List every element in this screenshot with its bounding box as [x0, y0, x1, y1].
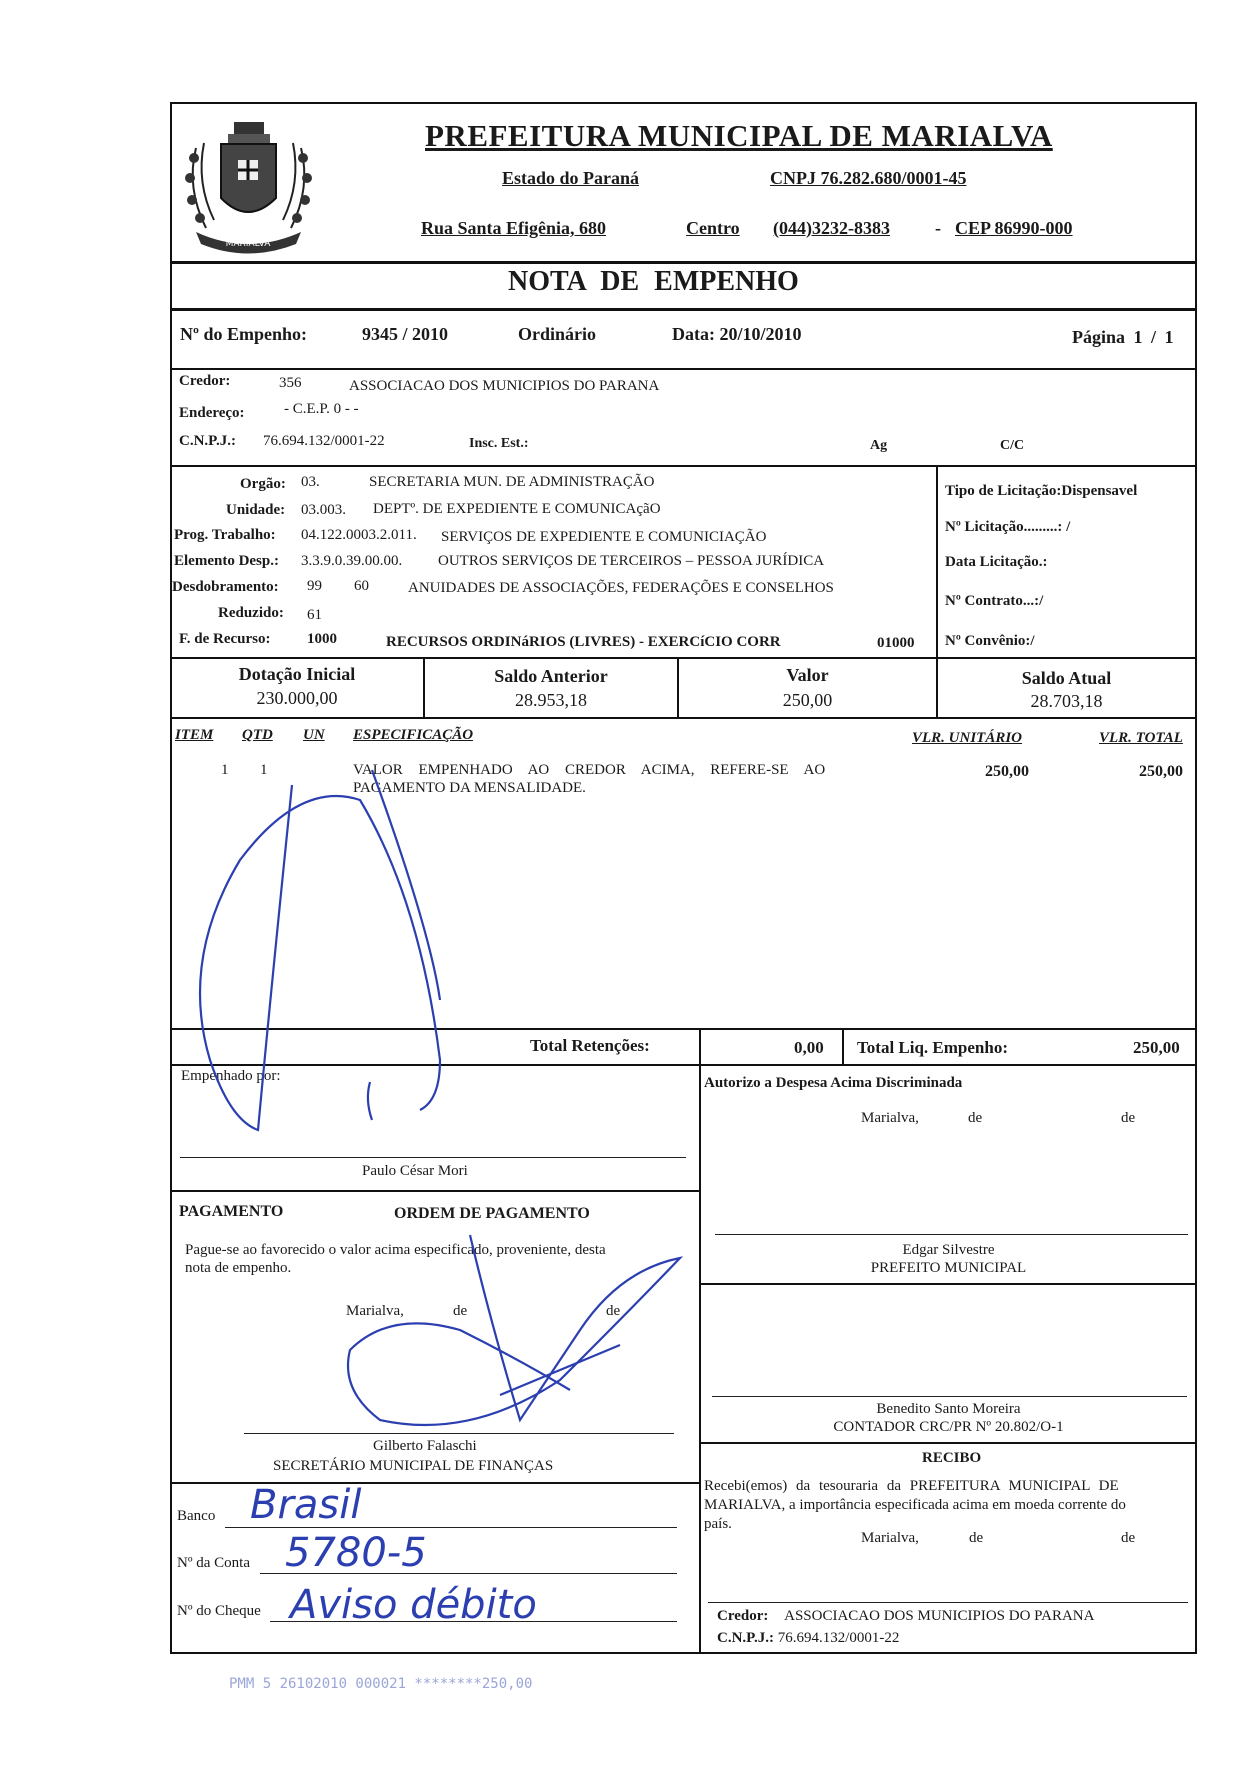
desdobramento-b: 60 [354, 578, 369, 594]
crest-ribbon-text: MARIALVA [225, 239, 271, 249]
item-spec-line1: VALOR EMPENHADO AO CREDOR ACIMA, REFERE-SE AO [353, 762, 826, 778]
recibo-de2: de [1121, 1530, 1136, 1546]
licitacao-numero: Nº Licitação.........: / [945, 519, 1071, 535]
unidade-label: Unidade: [226, 502, 286, 518]
empenho-date: Data: 20/10/2010 [672, 324, 802, 344]
saldo-atual-label: Saldo Atual [1021, 668, 1112, 688]
recibo-city: Marialva, [861, 1530, 919, 1546]
licitacao-data: Data Licitação.: [945, 554, 1048, 570]
elemento-desc: OUTROS SERVIÇOS DE TERCEIROS – PESSOA JURÍDICA [438, 553, 825, 569]
item-unit-value: 250,00 [985, 763, 1029, 780]
autorizo-de1: de [968, 1110, 983, 1126]
orgao-desc: SECRETARIA MUN. DE ADMINISTRAÇÃO [369, 474, 655, 490]
empenhado-label: Empenhado por: [181, 1068, 281, 1084]
credor-code: 356 [279, 375, 302, 391]
prog-label: Prog. Trabalho: [174, 527, 276, 543]
recibo-de1: de [969, 1530, 984, 1546]
credor-cnpj: 76.694.132/0001-22 [263, 433, 385, 449]
header-state: Estado do Paraná [502, 168, 640, 188]
secretario-title: SECRETÁRIO MUNICIPAL DE FINANÇAS [273, 1458, 554, 1474]
desdobramento-label: Desdobramento: [172, 579, 279, 595]
empenho-number: 9345 / 2010 [362, 324, 449, 344]
pagamento-de1: de [453, 1303, 468, 1319]
col-header-qtd: QTD [242, 727, 273, 743]
secretario-name: Gilberto Falaschi [373, 1438, 477, 1454]
contrato-numero: Nº Contrato...:/ [945, 593, 1044, 609]
machine-stamp: PMM 5 26102010 000021 ********250,00 [229, 1676, 533, 1692]
header-phone: (044)3232-8383 [773, 218, 890, 238]
pagamento-city: Marialva, [346, 1303, 404, 1319]
col-header-vlr-total: VLR. TOTAL [1099, 730, 1183, 746]
cheque-label: Nº do Cheque [177, 1603, 261, 1619]
fonte-num: 01000 [877, 635, 915, 651]
saldo-anterior-value: 28.953,18 [515, 690, 587, 710]
item-spec-line2: PAGAMENTO DA MENSALIDADE. [353, 780, 586, 796]
dotacao-inicial-label: Dotação Inicial [238, 664, 356, 684]
recibo-text-line1: Recebi(emos) da tesouraria da PREFEITURA MUNICIPAL DE [704, 1478, 1119, 1494]
recibo-label: RECIBO [922, 1450, 982, 1466]
pagamento-label: PAGAMENTO [179, 1203, 284, 1220]
header-cnpj: CNPJ 76.282.680/0001-45 [770, 168, 967, 188]
unidade-code: 03.003. [301, 502, 346, 518]
orgao-code: 03. [301, 474, 320, 490]
elemento-label: Elemento Desp.: [174, 553, 279, 569]
header-dash: - [935, 218, 941, 238]
item-number: 1 [221, 762, 229, 778]
cheque-handwritten: Aviso débito [290, 1582, 537, 1628]
empenho-label: Nº do Empenho: [180, 324, 307, 344]
pagamento-de2: de [606, 1303, 621, 1319]
ag-label: Ag [870, 438, 888, 453]
total-liq-label: Total Liq. Empenho: [857, 1038, 1008, 1057]
prefeito-title: PREFEITO MUNICIPAL [870, 1260, 1027, 1276]
recibo-text-line2: MARIALVA, a importância especificada acima em moeda corrente do [704, 1497, 1126, 1513]
col-header-vlr-unitario: VLR. UNITÁRIO [912, 730, 1023, 746]
ordem-pagamento-label: ORDEM DE PAGAMENTO [394, 1205, 590, 1222]
pagamento-text-line1: Pague-se ao favorecido o valor acima especificado, proveniente, desta [185, 1242, 606, 1258]
page-title: PREFEITURA MUNICIPAL DE MARIALVA [425, 118, 1053, 153]
autorizo-label: Autorizo a Despesa Acima Discriminada [704, 1075, 963, 1091]
saldo-atual-value: 28.703,18 [1030, 691, 1103, 711]
col-header-item: ITEM [175, 727, 214, 743]
credor-label: Credor: [179, 373, 231, 389]
total-liq-value: 250,00 [1133, 1038, 1180, 1057]
total-retencoes-value: 0,00 [794, 1038, 824, 1057]
valor-value: 250,00 [782, 690, 833, 710]
autorizo-de2: de [1121, 1110, 1136, 1126]
total-retencoes-label: Total Retenções: [530, 1036, 650, 1055]
doc-title: NOTA DE EMPENHO [508, 266, 799, 297]
reduzido-value: 61 [307, 607, 322, 623]
fonte-code: 1000 [307, 631, 337, 647]
item-total-value: 250,00 [1139, 763, 1183, 780]
convenio-numero: Nº Convênio:/ [945, 633, 1035, 649]
recibo-credor-name: ASSOCIACAO DOS MUNICIPIOS DO PARANA [784, 1608, 1095, 1624]
desdobramento-a: 99 [307, 578, 322, 594]
credor-cnpj-label: C.N.P.J.: [179, 433, 236, 449]
saldo-anterior-label: Saldo Anterior [494, 666, 608, 686]
autorizo-city: Marialva, [861, 1110, 919, 1126]
conta-label: Nº da Conta [177, 1555, 250, 1571]
unidade-desc: DEPTº. DE EXPEDIENTE E COMUNICAçãO [373, 501, 661, 517]
prog-desc: SERVIÇOS DE EXPEDIENTE E COMUNICIAÇÃO [441, 529, 767, 545]
recibo-credor-label: Credor: [717, 1608, 769, 1624]
banco-label: Banco [177, 1508, 216, 1524]
cc-label: C/C [1000, 438, 1025, 453]
col-header-especificacao: ESPECIFICAÇÃO [353, 727, 474, 743]
endereco-value: - C.E.P. 0 - - [284, 401, 359, 417]
insc-est-label: Insc. Est.: [469, 436, 529, 451]
elemento-code: 3.3.9.0.39.00.00. [301, 553, 403, 569]
banco-handwritten: Brasil [250, 1482, 362, 1528]
empenho-kind: Ordinário [518, 324, 597, 344]
conta-handwritten: 5780-5 [285, 1530, 427, 1576]
credor-name: ASSOCIACAO DOS MUNICIPIOS DO PARANA [349, 378, 660, 394]
orgao-label: Orgão: [240, 476, 286, 492]
header-district: Centro [686, 218, 740, 238]
contador-name: Benedito Santo Moreira [876, 1401, 1021, 1417]
fonte-label: F. de Recurso: [179, 631, 271, 647]
valor-label: Valor [786, 665, 829, 685]
header-address: Rua Santa Efigênia, 680 [421, 218, 607, 238]
recibo-text-line3: país. [704, 1516, 732, 1532]
recibo-cnpj-value: 76.694.132/0001-22 [777, 1630, 900, 1646]
licitacao-tipo-text: Tipo de Licitação:Dispensavel [945, 483, 1138, 499]
prefeito-name: Edgar Silvestre [902, 1242, 995, 1258]
endereco-label: Endereço: [179, 405, 245, 421]
fonte-desc: RECURSOS ORDINáRIOS (LIVRES) - EXERCíCIO CORR [386, 634, 781, 650]
item-qtd: 1 [260, 762, 268, 778]
pagamento-text-line2: nota de empenho. [185, 1260, 292, 1276]
prog-code: 04.122.0003.2.011. [301, 527, 417, 543]
desdobramento-desc: ANUIDADES DE ASSOCIAÇÕES, FEDERAÇÕES E CONSELHOS [408, 580, 834, 596]
header-cep: CEP 86990-000 [955, 218, 1073, 238]
page-number: Página 1 / 1 [1072, 327, 1174, 347]
col-header-un: UN [303, 727, 325, 743]
reduzido-label: Reduzido: [218, 605, 284, 621]
contador-title: CONTADOR CRC/PR Nº 20.802/O-1 [833, 1419, 1064, 1435]
dotacao-inicial-value: 230.000,00 [256, 688, 338, 708]
empenhado-name: Paulo César Mori [362, 1163, 468, 1179]
recibo-cnpj-label: C.N.P.J.: [717, 1630, 774, 1646]
